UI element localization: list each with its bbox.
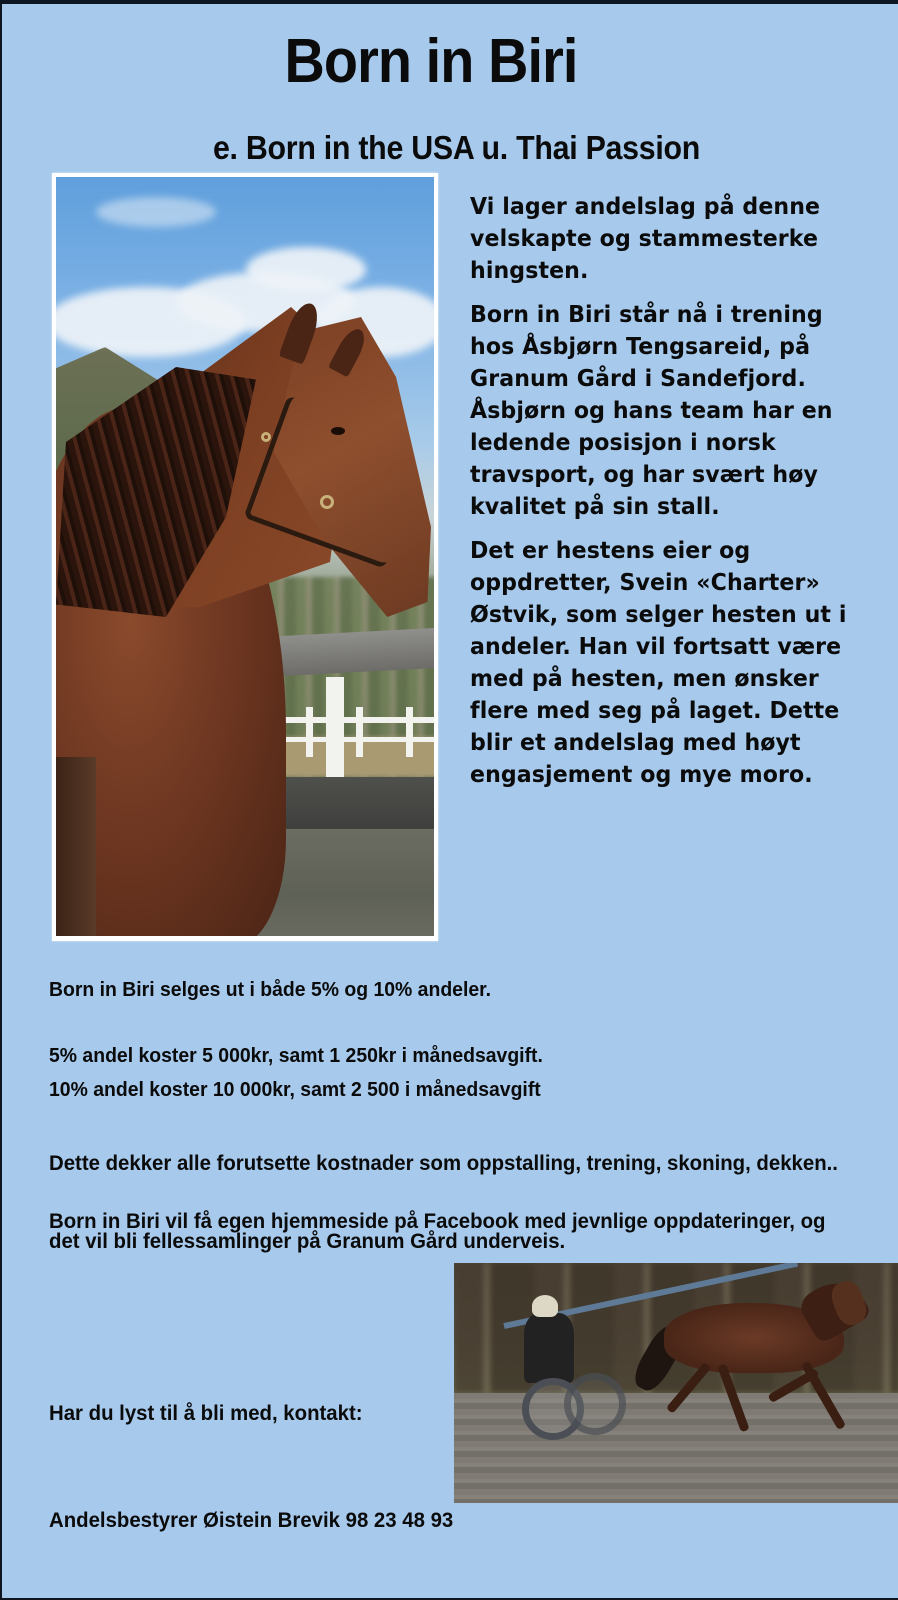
- intro-paragraph-2: Born in Biri står nå i trening hos Åsbjørn Tengsareid, på Granum Gård i Sandefjord. Åsbjørn og hans team har en ledende posisjon i norsk travsport, og har svært høy kvalitet på sin stall.: [470, 300, 833, 520]
- intro-text-block: [470, 190, 865, 802]
- intro-paragraph-1: Vi lager andelslag på denne velskapte og stammesterke hingsten.: [470, 192, 821, 284]
- price-5-percent: 5% andel koster 5 000kr, samt 1 250kr i månedsavgift.: [49, 1045, 543, 1067]
- costs-covered: Dette dekker alle forutsette kostnader som oppstalling, trening, skoning, dekken..: [49, 1152, 838, 1175]
- price-10-percent: 10% andel koster 10 000kr, samt 2 500 i månedsavgift: [49, 1079, 541, 1101]
- pedigree-subtitle: e. Born in the USA u. Thai Passion: [212, 129, 701, 166]
- page-title: Born in Biri: [284, 27, 578, 96]
- trotting-race-photo: [454, 1263, 898, 1503]
- horse-portrait-photo: [52, 173, 438, 941]
- shares-info: Born in Biri selges ut i både 5% og 10% andeler.: [49, 979, 492, 1001]
- call-to-action: Har du lyst til å bli med, kontakt:: [49, 1402, 363, 1425]
- intro-paragraph-3: Det er hestens eier og oppdretter, Svein «Charter» Østvik, som selger hesten ut i andeler. Han vil fortsatt være med på hesten, men ønsker flere med seg på laget. Dette blir et andelslag med høyt engasjement og mye moro.: [470, 536, 847, 788]
- contact-info: Andelsbestyrer Øistein Brevik 98 23 48 93: [49, 1509, 454, 1532]
- facebook-info: Born in Biri vil få egen hjemmeside på Facebook med jevnlige oppdateringer, og det vil bli fellessamlinger på Granum Gård underveis.: [49, 1210, 826, 1253]
- flyer-page: [2, 4, 898, 1598]
